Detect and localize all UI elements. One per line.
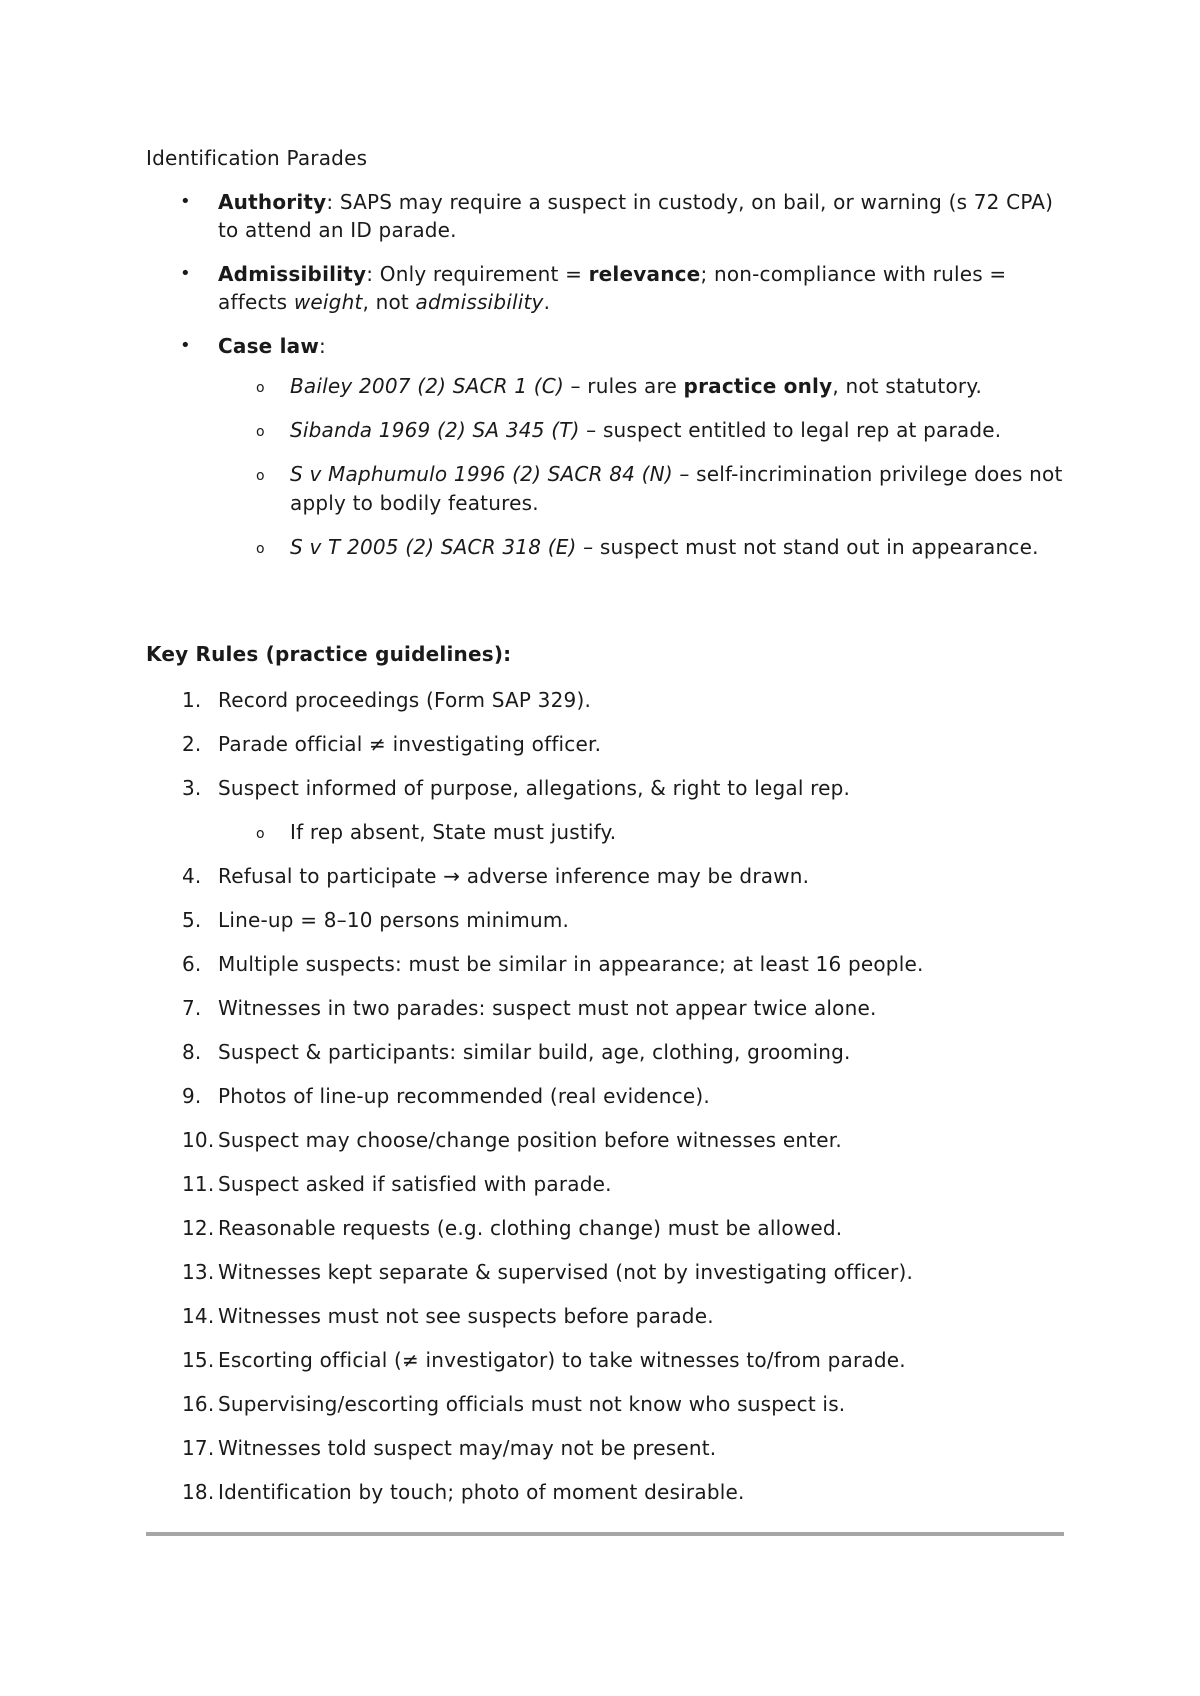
rule-item (146, 1302, 1066, 1330)
rule-item (146, 1214, 1066, 1242)
rule-number: 6. (182, 952, 202, 976)
case-text: – self-incrimination privilege does not apply to bodily features. (290, 462, 1063, 515)
rule-item (146, 686, 1066, 714)
rule-text: Reasonable requests (e.g. clothing change) must be allowed. (218, 1216, 843, 1240)
sub-bullet-icon: o (256, 380, 265, 396)
rule-number: 4. (182, 864, 202, 888)
rule-number: 8. (182, 1040, 202, 1064)
bullet-text: ; non-compliance with rules = affects (218, 262, 1007, 314)
horizontal-divider (146, 1532, 1064, 1536)
case-emphasis: practice only (683, 374, 833, 398)
rule-sub-text: If rep absent, State must justify. (290, 820, 617, 844)
rule-number: 12. (182, 1216, 215, 1240)
rule-item (146, 994, 1066, 1022)
case-list (218, 372, 1066, 562)
rule-item (146, 1478, 1066, 1506)
rule-text: Suspect asked if satisfied with parade. (218, 1172, 612, 1196)
rule-text: Line-up = 8–10 persons minimum. (218, 908, 570, 932)
rule-number: 1. (182, 688, 202, 712)
bullet-icon: • (180, 335, 191, 356)
bullet-text: : SAPS may require a suspect in custody, on bail, or warning (s 72 CPA) to attend an ID parade. (218, 190, 1054, 242)
case-item (146, 533, 1066, 562)
rule-text: Suspect & participants: similar build, age, clothing, grooming. (218, 1040, 851, 1064)
document-page (146, 0, 1066, 1696)
rule-number: 17. (182, 1436, 215, 1460)
rule-item (146, 1258, 1066, 1286)
rule-number: 5. (182, 908, 202, 932)
rule-text: Witnesses must not see suspects before parade. (218, 1304, 714, 1328)
sub-bullet-icon: o (256, 541, 265, 557)
case-citation: S v T 2005 (2) SACR 318 (E) (290, 535, 577, 559)
rule-number: 3. (182, 776, 202, 800)
bullet-list (146, 188, 1066, 578)
rule-item (146, 1038, 1066, 1066)
sub-bullet-icon: o (256, 424, 265, 440)
bullet-icon: • (180, 263, 191, 284)
rule-text: Witnesses told suspect may/may not be present. (218, 1436, 717, 1460)
bullet-admissibility (146, 260, 1066, 316)
rule-item (146, 950, 1066, 978)
rule-text: Supervising/escorting officials must not know who suspect is. (218, 1392, 846, 1416)
bullet-icon: • (180, 191, 191, 212)
bullet-text: . (543, 290, 551, 314)
rule-number: 11. (182, 1172, 215, 1196)
rule-item (146, 730, 1066, 758)
case-item (146, 416, 1066, 445)
case-citation: Sibanda 1969 (2) SA 345 (T) (290, 418, 580, 442)
rule-item (146, 1434, 1066, 1462)
case-citation: S v Maphumulo 1996 (2) SACR 84 (N) (290, 462, 673, 486)
rule-item (146, 862, 1066, 890)
rule-text: Photos of line-up recommended (real evidence). (218, 1084, 710, 1108)
rule-item (146, 1346, 1066, 1374)
bullet-case-law (146, 332, 1066, 562)
rule-item (146, 1390, 1066, 1418)
rule-item (146, 1170, 1066, 1198)
bullet-label: Admissibility (218, 262, 367, 286)
rule-text: Refusal to participate → adverse inference may be drawn. (218, 864, 810, 888)
bullet-emphasis: relevance (588, 262, 701, 286)
rule-text: Suspect may choose/change position before witnesses enter. (218, 1128, 842, 1152)
rule-text: Suspect informed of purpose, allegations, & right to legal rep. (218, 776, 851, 800)
rule-item (146, 1126, 1066, 1154)
bullet-text: : Only requirement = (366, 262, 589, 286)
rule-item (146, 906, 1066, 934)
rule-text: Identification by touch; photo of moment desirable. (218, 1480, 745, 1504)
case-item (146, 460, 1066, 518)
rule-number: 14. (182, 1304, 215, 1328)
rule-item (146, 774, 1066, 846)
rule-number: 13. (182, 1260, 215, 1284)
rule-text: Escorting official (≠ investigator) to take witnesses to/from parade. (218, 1348, 906, 1372)
rule-number: 15. (182, 1348, 215, 1372)
case-item (146, 372, 1066, 401)
rules-heading: Key Rules (practice guidelines): (146, 642, 512, 666)
bullet-authority (146, 188, 1066, 244)
case-citation: Bailey 2007 (2) SACR 1 (C) (290, 374, 564, 398)
bullet-italic: weight (293, 290, 363, 314)
bullet-label: Case law (218, 334, 320, 358)
rule-number: 10. (182, 1128, 215, 1152)
sub-bullet-icon: o (256, 826, 265, 842)
rule-sub-item (218, 818, 1066, 846)
rule-number: 16. (182, 1392, 215, 1416)
rule-text: Witnesses kept separate & supervised (not by investigating officer). (218, 1260, 914, 1284)
case-text: – suspect entitled to legal rep at parade. (579, 418, 1002, 442)
rule-number: 2. (182, 732, 202, 756)
bullet-label: Authority (218, 190, 327, 214)
rule-text: Parade official ≠ investigating officer. (218, 732, 602, 756)
case-text: , not statutory. (832, 374, 983, 398)
section-title: Identification Parades (146, 146, 368, 170)
rule-number: 7. (182, 996, 202, 1020)
case-text: – suspect must not stand out in appearance. (576, 535, 1039, 559)
bullet-text: , not (362, 290, 416, 314)
rule-number: 18. (182, 1480, 215, 1504)
rule-item (146, 1082, 1066, 1110)
case-text: – rules are (563, 374, 684, 398)
rule-text: Multiple suspects: must be similar in appearance; at least 16 people. (218, 952, 924, 976)
rule-text: Witnesses in two parades: suspect must not appear twice alone. (218, 996, 877, 1020)
rule-text: Record proceedings (Form SAP 329). (218, 688, 592, 712)
sub-bullet-icon: o (256, 468, 265, 484)
bullet-italic: admissibility (415, 290, 544, 314)
bullet-text: : (319, 334, 326, 358)
rule-number: 9. (182, 1084, 202, 1108)
rules-list (146, 686, 1066, 1522)
